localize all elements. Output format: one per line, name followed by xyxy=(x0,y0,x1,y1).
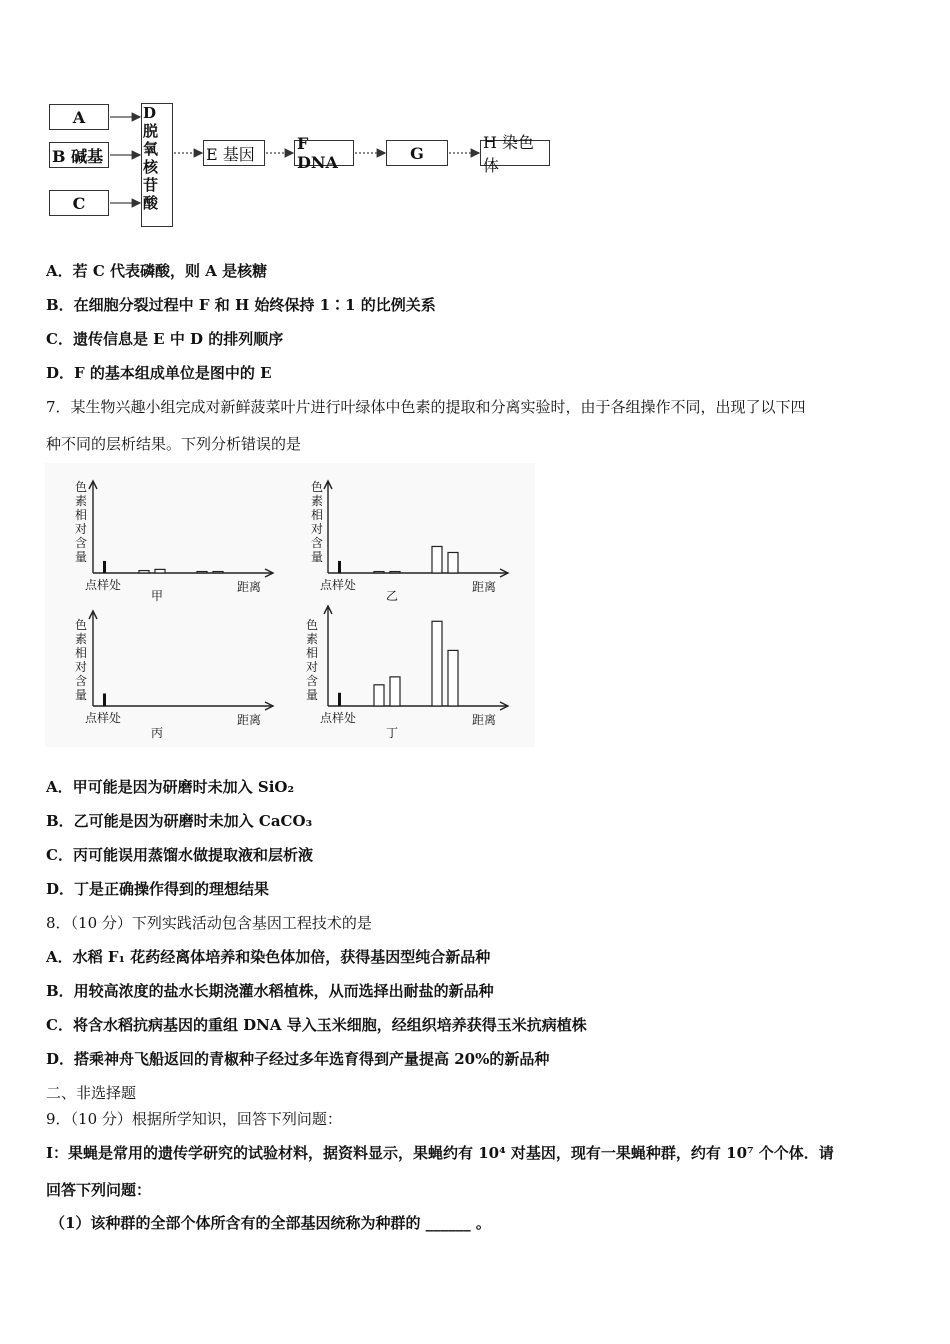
x-label-start-1: 点样处 xyxy=(320,578,357,592)
bar-0-3 xyxy=(197,572,207,573)
bar-origin-3 xyxy=(338,693,341,706)
bar-0-4 xyxy=(213,572,223,573)
x-label-start-2: 点样处 xyxy=(85,711,122,725)
panel-caption-3: 丁 xyxy=(386,726,399,740)
box-a: A xyxy=(49,104,109,130)
q8-option-d: D．搭乘神舟飞船返回的青椒种子经过多年选育得到产量提高 20%的新品种 xyxy=(46,1050,550,1068)
x-label-end-2: 距离 xyxy=(237,713,262,727)
flow-arrows xyxy=(0,0,600,240)
y-label-char-3-4: 含 xyxy=(306,674,319,688)
y-label-char-1-4: 含 xyxy=(311,536,324,550)
bar-3-4 xyxy=(448,650,458,706)
bar-1-1 xyxy=(374,572,384,573)
q8-stem: 8．（10 分）下列实践活动包含基因工程技术的是 xyxy=(46,914,372,932)
y-label-char-0-4: 含 xyxy=(75,536,88,550)
q6-option-a: A．若 C 代表磷酸，则 A 是核糖 xyxy=(46,262,268,280)
y-label-char-0-0: 色 xyxy=(75,480,88,494)
chromatography-chart xyxy=(45,463,535,747)
x-label-start-0: 点样处 xyxy=(85,578,122,592)
q6-option-d: D．F 的基本组成单位是图中的 E xyxy=(46,364,272,382)
y-label-char-2-1: 素 xyxy=(75,632,88,646)
y-label-char-0-2: 相 xyxy=(75,508,88,522)
box-h: H 染色体 xyxy=(480,140,550,166)
q7-option-c: C．丙可能误用蒸馏水做提取液和层析液 xyxy=(46,846,313,864)
y-label-char-2-4: 含 xyxy=(75,674,88,688)
y-label-char-0-3: 对 xyxy=(75,522,88,536)
q7-option-a: A．甲可能是因为研磨时未加入 SiO₂ xyxy=(46,778,295,796)
y-label-char-2-3: 对 xyxy=(75,660,88,674)
y-label-char-2-5: 量 xyxy=(75,688,88,702)
x-label-start-3: 点样处 xyxy=(320,711,357,725)
chromatography-figure xyxy=(45,463,535,747)
box-c: C xyxy=(49,190,109,216)
q8-option-b: B．用较高浓度的盐水长期浇灌水稻植株，从而选择出耐盐的新品种 xyxy=(46,982,494,1000)
y-label-char-1-3: 对 xyxy=(311,522,324,536)
y-label-char-0-5: 量 xyxy=(75,550,88,564)
box-f: F DNA xyxy=(294,140,354,166)
bar-3-3 xyxy=(432,621,442,706)
q8-option-c: C．将含水稻抗病基因的重组 DNA 导入玉米细胞，经组织培养获得玉米抗病植株 xyxy=(46,1016,587,1034)
box-e: E 基因 xyxy=(203,140,265,166)
q8-option-a: A．水稻 F₁ 花药经离体培养和染色体加倍，获得基因型纯合新品种 xyxy=(46,948,491,966)
panel-caption-1: 乙 xyxy=(386,589,399,603)
q9-part1-line1: I：果蝇是常用的遗传学研究的试验材料，据资料显示，果蝇约有 10⁴ 对基因，现有一果蝇种群，约有 10⁷ 个个体．请 xyxy=(46,1144,834,1162)
q7-stem-line2: 种不同的层析结果。下列分析错误的是 xyxy=(46,435,302,453)
x-label-end-0: 距离 xyxy=(237,580,262,594)
q9-part1-line2: 回答下列问题： xyxy=(46,1181,152,1199)
y-label-char-1-0: 色 xyxy=(311,480,324,494)
panel-caption-0: 甲 xyxy=(151,589,164,603)
y-label-char-1-2: 相 xyxy=(311,508,324,522)
bar-3-2 xyxy=(390,677,400,706)
bar-3-1 xyxy=(374,685,384,706)
bar-origin-0 xyxy=(103,561,106,573)
bar-origin-2 xyxy=(103,694,106,707)
bar-1-2 xyxy=(390,572,400,573)
box-b: B 碱基 xyxy=(49,142,109,168)
x-label-end-3: 距离 xyxy=(472,713,497,727)
bar-0-1 xyxy=(139,571,149,573)
y-label-char-2-2: 相 xyxy=(75,646,88,660)
y-label-char-1-1: 素 xyxy=(311,494,324,508)
y-label-char-3-1: 素 xyxy=(306,632,319,646)
box-d: D 脱 氧 核 苷 酸 xyxy=(141,103,173,227)
y-label-char-3-3: 对 xyxy=(306,660,319,674)
q9-stem: 9．（10 分）根据所学知识，回答下列问题： xyxy=(46,1110,342,1128)
y-label-char-1-5: 量 xyxy=(311,550,324,564)
bar-1-3 xyxy=(432,546,442,573)
q6-option-b: B．在细胞分裂过程中 F 和 H 始终保持 1∶1 的比例关系 xyxy=(46,296,436,314)
bar-0-2 xyxy=(155,569,165,573)
y-label-char-0-1: 素 xyxy=(75,494,88,508)
panel-caption-2: 丙 xyxy=(151,726,164,740)
bar-1-4 xyxy=(448,553,458,574)
q6-option-c: C．遗传信息是 E 中 D 的排列顺序 xyxy=(46,330,284,348)
q7-option-d: D．丁是正确操作得到的理想结果 xyxy=(46,880,270,898)
section-title: 二、非选择题 xyxy=(46,1084,137,1102)
q9-sub1: （1）该种群的全部个体所含有的全部基因统称为种群的 ______ 。 xyxy=(50,1214,491,1232)
x-label-end-1: 距离 xyxy=(472,580,497,594)
bar-origin-1 xyxy=(338,561,341,573)
q7-stem-line1: 7．某生物兴趣小组完成对新鲜菠菜叶片进行叶绿体中色素的提取和分离实验时，由于各组操作不同，出现了以下四 xyxy=(46,398,806,416)
y-label-char-3-0: 色 xyxy=(306,618,319,632)
y-label-char-3-5: 量 xyxy=(306,688,319,702)
y-label-char-2-0: 色 xyxy=(75,618,88,632)
y-label-char-3-2: 相 xyxy=(306,646,319,660)
box-g: G xyxy=(386,140,448,166)
q7-option-b: B．乙可能是因为研磨时未加入 CaCO₃ xyxy=(46,812,313,830)
